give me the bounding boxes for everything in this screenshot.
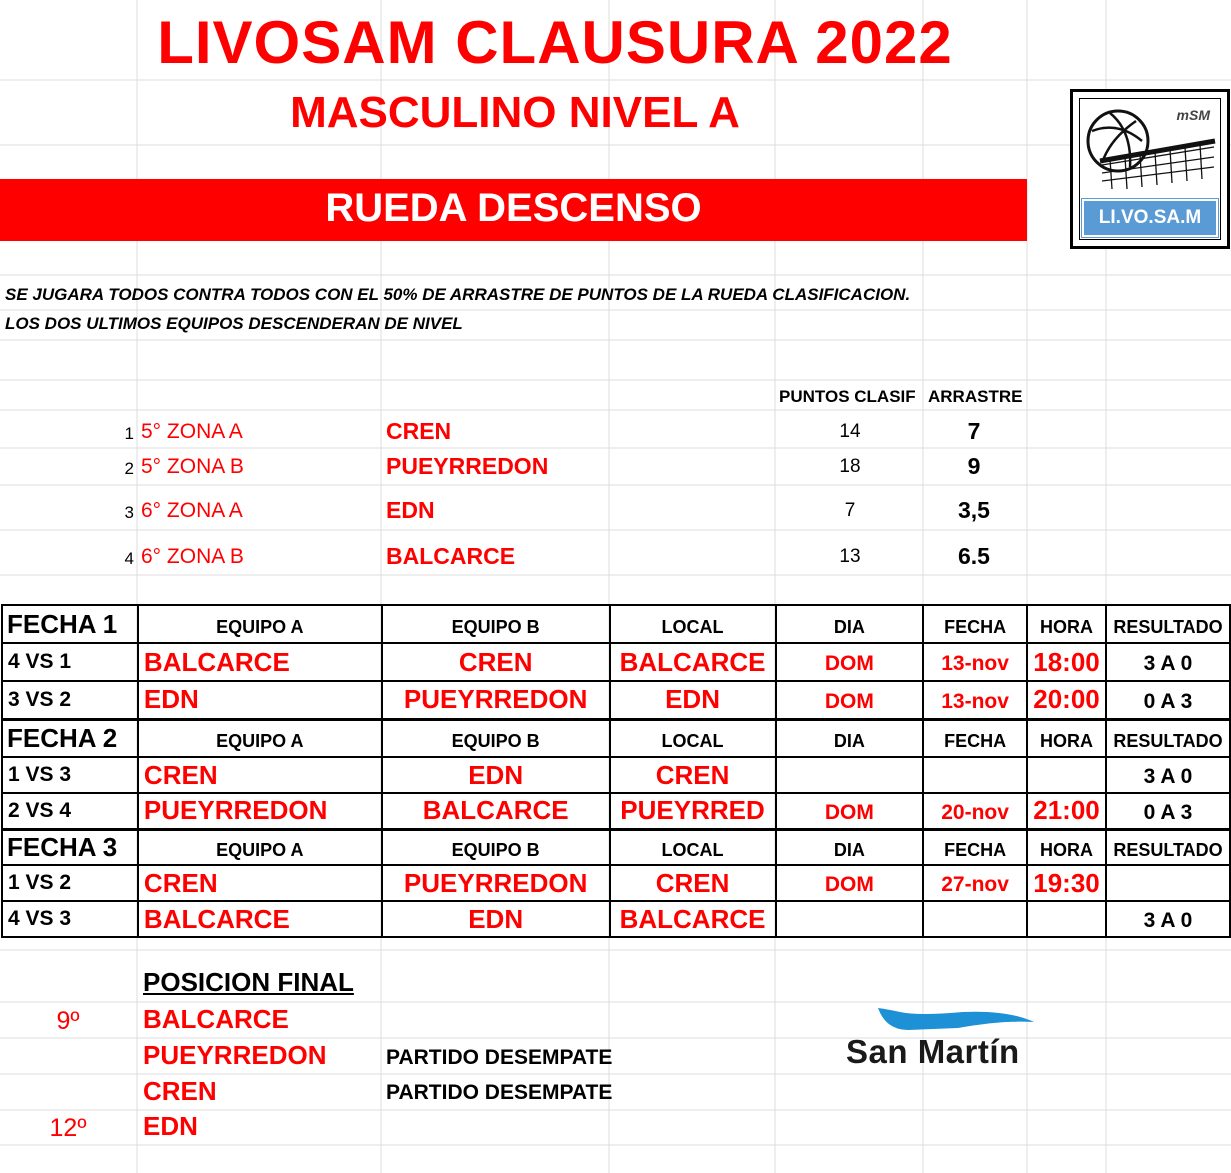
header-local: LOCAL: [610, 605, 776, 643]
match-team-a: CREN: [138, 757, 382, 793]
points-column-header: PUNTOS CLASIF: [779, 387, 916, 406]
header-day: DIA: [776, 829, 924, 865]
match-date: 27-nov: [923, 865, 1027, 901]
match-date: 13-nov: [923, 681, 1027, 719]
round-label: FECHA 3: [2, 829, 138, 865]
standing-points: 14: [839, 421, 861, 442]
match-local: BALCARCE: [610, 901, 776, 937]
match-result: 3 A 0: [1106, 643, 1230, 681]
sponsor-name: San Martín: [846, 1033, 1020, 1070]
round-label: FECHA 1: [2, 605, 138, 643]
match-team-b: PUEYRREDON: [382, 681, 610, 719]
header-date: FECHA: [923, 829, 1027, 865]
header-time: HORA: [1027, 829, 1106, 865]
final-position-team: EDN: [143, 1111, 198, 1141]
final-position-team: CREN: [143, 1076, 217, 1106]
header-time: HORA: [1027, 605, 1106, 643]
match-row: [2, 681, 1230, 719]
round-header-row: [2, 605, 1230, 643]
match-pairing: 4 VS 1: [2, 643, 138, 681]
match-team-b: EDN: [382, 901, 610, 937]
final-position-team: BALCARCE: [143, 1004, 289, 1034]
header-result: RESULTADO: [1106, 605, 1230, 643]
logo-label: LI.VO.SA.M: [1082, 199, 1218, 237]
header-team-b: EQUIPO B: [382, 605, 610, 643]
header-result: RESULTADO: [1106, 829, 1230, 865]
header-team-a: EQUIPO A: [138, 829, 382, 865]
standing-carry: 3,5: [958, 497, 990, 523]
match-date: [923, 757, 1027, 793]
standing-number: 3: [124, 503, 134, 522]
match-team-b: PUEYRREDON: [382, 865, 610, 901]
final-position-rank: 12º: [49, 1114, 87, 1142]
match-result: 0 A 3: [1106, 793, 1230, 829]
match-row: [2, 643, 1230, 681]
match-time: 19:30: [1027, 865, 1106, 901]
page-title: LIVOSAM CLAUSURA 2022: [157, 9, 953, 76]
final-position-team: PUEYRREDON: [143, 1040, 327, 1070]
header-team-b: EQUIPO B: [382, 829, 610, 865]
standing-zone: 5° ZONA B: [141, 455, 244, 478]
round-header-row: [2, 829, 1230, 865]
standing-carry: 9: [967, 453, 981, 479]
match-result: 0 A 3: [1106, 681, 1230, 719]
livosam-logo: [1070, 89, 1230, 249]
match-row: [2, 793, 1230, 829]
final-position-note: PARTIDO DESEMPATE: [386, 1081, 613, 1104]
standing-team: BALCARCE: [386, 543, 516, 569]
match-day: DOM: [776, 681, 924, 719]
match-pairing: 4 VS 3: [2, 901, 138, 937]
section-banner-label: RUEDA DESCENSO: [325, 186, 702, 230]
final-position-rank: 9º: [56, 1007, 80, 1035]
match-pairing: 1 VS 3: [2, 757, 138, 793]
header-day: DIA: [776, 719, 924, 757]
match-day: DOM: [776, 643, 924, 681]
match-team-a: PUEYRREDON: [138, 793, 382, 829]
match-time: 18:00: [1027, 643, 1106, 681]
match-row: [2, 757, 1230, 793]
match-team-b: BALCARCE: [382, 793, 610, 829]
standing-number: 1: [124, 424, 134, 443]
logo-tag: mSM: [1176, 107, 1210, 123]
match-result: 3 A 0: [1106, 757, 1230, 793]
header-local: LOCAL: [610, 719, 776, 757]
match-team-a: CREN: [138, 865, 382, 901]
match-team-b: EDN: [382, 757, 610, 793]
match-date: 13-nov: [923, 643, 1027, 681]
match-local: CREN: [610, 865, 776, 901]
match-time: 20:00: [1027, 681, 1106, 719]
header-result: RESULTADO: [1106, 719, 1230, 757]
match-team-a: BALCARCE: [138, 643, 382, 681]
match-result: [1106, 865, 1230, 901]
match-row: [2, 901, 1230, 937]
standing-zone: 6° ZONA A: [141, 499, 243, 522]
match-local: BALCARCE: [610, 643, 776, 681]
match-result: 3 A 0: [1106, 901, 1230, 937]
round-header-row: [2, 719, 1230, 757]
match-time: [1027, 901, 1106, 937]
header-team-a: EQUIPO A: [138, 605, 382, 643]
header-team-a: EQUIPO A: [138, 719, 382, 757]
sponsor-logo: [838, 1000, 1078, 1072]
match-day: [776, 901, 924, 937]
rule-note-2: LOS DOS ULTIMOS EQUIPOS DESCENDERAN DE NIVEL: [5, 314, 463, 333]
match-row: [2, 865, 1230, 901]
standing-number: 4: [124, 549, 134, 568]
standing-carry: 6.5: [958, 543, 990, 569]
carry-column-header: ARRASTRE: [928, 387, 1023, 406]
match-day: [776, 757, 924, 793]
fixtures-table: [1, 604, 1231, 938]
header-time: HORA: [1027, 719, 1106, 757]
match-date: 20-nov: [923, 793, 1027, 829]
match-pairing: 2 VS 4: [2, 793, 138, 829]
match-time: [1027, 757, 1106, 793]
standing-zone: 6° ZONA B: [141, 545, 244, 568]
header-date: FECHA: [923, 605, 1027, 643]
match-pairing: 3 VS 2: [2, 681, 138, 719]
standing-points: 13: [839, 546, 861, 567]
header-local: LOCAL: [610, 829, 776, 865]
standing-carry: 7: [967, 418, 981, 444]
round-label: FECHA 2: [2, 719, 138, 757]
page-subtitle: MASCULINO NIVEL A: [290, 88, 740, 137]
standing-zone: 5° ZONA A: [141, 420, 243, 443]
match-team-a: BALCARCE: [138, 901, 382, 937]
rule-note-1: SE JUGARA TODOS CONTRA TODOS CON EL 50% DE ARRASTRE DE PUNTOS DE LA RUEDA CLASIFICACION.: [5, 285, 911, 304]
match-day: DOM: [776, 865, 924, 901]
volleyball-net-icon: [1080, 101, 1220, 191]
match-team-b: CREN: [382, 643, 610, 681]
match-team-a: EDN: [138, 681, 382, 719]
match-local: PUEYRRED: [610, 793, 776, 829]
match-pairing: 1 VS 2: [2, 865, 138, 901]
header-date: FECHA: [923, 719, 1027, 757]
standing-team: EDN: [386, 497, 435, 523]
match-date: [923, 901, 1027, 937]
match-local: CREN: [610, 757, 776, 793]
standing-points: 18: [839, 456, 861, 477]
standing-points: 7: [844, 500, 856, 521]
standing-team: CREN: [386, 418, 452, 444]
match-time: 21:00: [1027, 793, 1106, 829]
header-day: DIA: [776, 605, 924, 643]
header-team-b: EQUIPO B: [382, 719, 610, 757]
match-day: DOM: [776, 793, 924, 829]
final-position-note: PARTIDO DESEMPATE: [386, 1046, 613, 1069]
standing-number: 2: [124, 459, 134, 478]
final-position-title: POSICION FINAL: [143, 967, 354, 997]
match-local: EDN: [610, 681, 776, 719]
standing-team: PUEYRREDON: [386, 453, 549, 479]
